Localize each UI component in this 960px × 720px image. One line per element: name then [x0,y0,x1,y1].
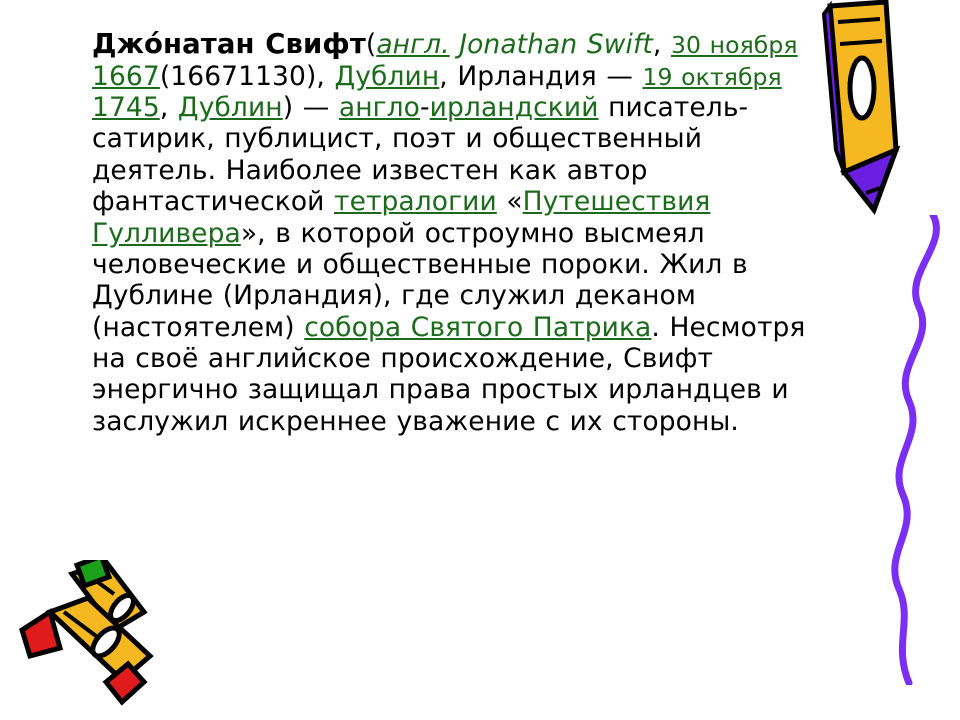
birth-iso-date: (16671130) [159,60,317,92]
crayons-icon [10,560,200,710]
death-day-link[interactable]: 19 октября [642,62,782,91]
language-label-link[interactable]: англ. [376,29,450,60]
biography-paragraph [92,28,812,437]
birth-day-link[interactable]: 30 ноября [670,31,798,59]
latin-name: Jonathan Swift [459,29,653,60]
squiggle-line-icon [875,215,960,685]
death-year-link[interactable]: 1745 [92,91,160,123]
comma-3: , [159,91,169,123]
birth-country: Ирландия [457,60,597,92]
birth-city-link[interactable]: Дублин [334,60,440,92]
comma-2: , [439,60,448,92]
body-middle-text: , в которой остроумно высмеял человеческие и общественные пороки. Жил в Дублине (Ирландия), где служил деканом (настоятелем) [92,217,748,343]
tetralogy-link[interactable]: тетралогии [334,186,497,218]
quote-open: « [496,186,523,218]
comma-pre-city: , [316,60,335,92]
dash-2: — [302,91,330,123]
slide-text-body [92,28,812,437]
close-paren: ) [282,91,294,123]
occupations-text: писатель-сатирик, публицист, поэт и общественный деятель. Наиболее известен как автор фантастической [92,91,749,218]
person-name: Джо́натан Свифт [92,28,366,60]
cathedral-link[interactable]: собора Святого Патрика [304,311,652,343]
work-title-link[interactable]: Путешествия Гулливера [92,186,711,249]
comma-1: , [652,29,662,60]
dash-1: — [606,60,633,92]
birth-year-link[interactable]: 1667 [92,60,160,92]
nationality-link-1[interactable]: англо [338,91,420,123]
death-city-link[interactable]: Дублин [177,91,283,123]
open-paren: ( [365,29,377,60]
crayon-icon [800,0,920,215]
quote-close: » [240,217,258,249]
nationality-hyphen: - [420,91,430,123]
nationality-link-2[interactable]: ирландский [429,91,599,123]
body-end-text: . Несмотря на своё английское происхождение, Свифт энергично защищал права простых ирландцев и заслужил искреннее уважение с их стороны. [92,311,806,437]
